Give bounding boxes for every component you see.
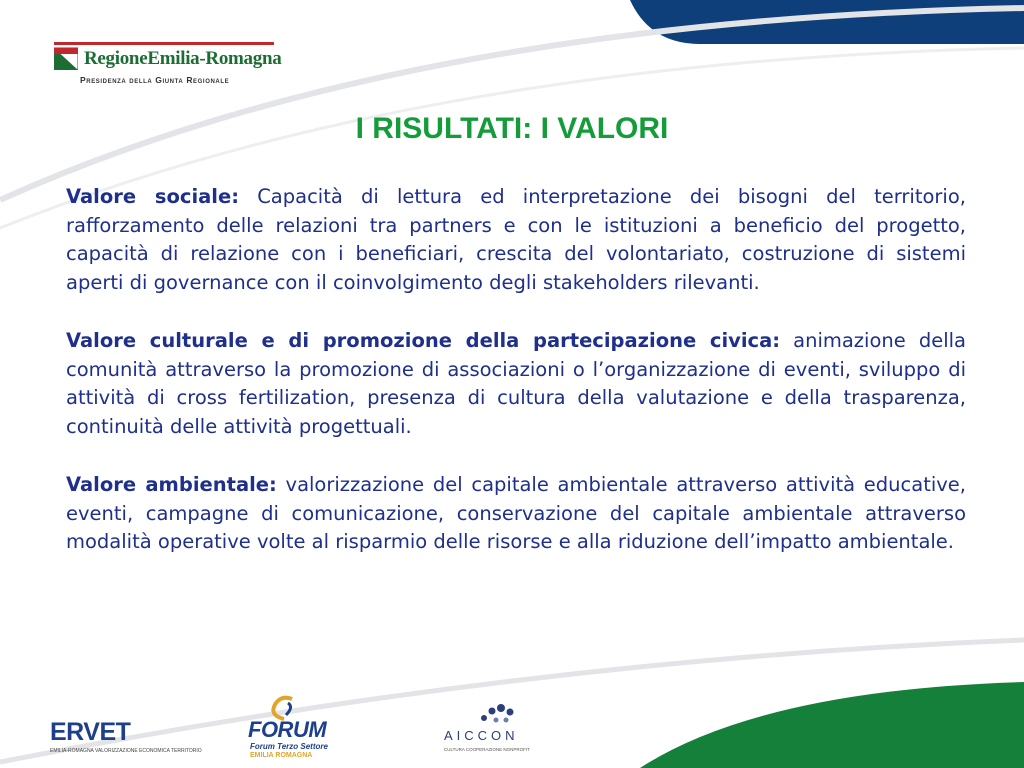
paragraph-text: Capacità di lettura ed interpretazione dei bisogni del territorio, rafforzamento delle relazioni tra partners e con le istituzioni a beneficio del progetto, capacità di relazione con i beneficiari, crescita del volontariato, costruzione di sistemi aperti di governance con il coinvolgimento degli stakeholders rilevanti. xyxy=(66,185,966,294)
regional-flag-icon xyxy=(54,44,78,70)
bottom-right-green-shape xyxy=(640,682,1024,768)
paragraph-lead: Valore ambientale: xyxy=(66,473,277,496)
slide-title: I RISULTATI: I VALORI xyxy=(355,112,669,145)
logo-subtitle: Presidenza della Giunta Regionale xyxy=(80,75,230,85)
slide-body xyxy=(66,183,966,587)
forum-region-caption: EMILIA ROMAGNA xyxy=(250,752,313,759)
forum-wordmark: FORUM xyxy=(248,717,327,742)
paragraph-cultural-value xyxy=(66,327,966,441)
aiccon-caption: CULTURA COOPERAZIONE NONPROFIT xyxy=(444,747,530,752)
logo-name: RegioneEmilia-Romagna xyxy=(84,48,282,69)
paragraph-environmental-value xyxy=(66,471,966,557)
paragraph-lead: Valore sociale: xyxy=(66,185,239,208)
forum-terzo-settore-logo xyxy=(242,695,332,761)
paragraph-social-value xyxy=(66,183,966,297)
aiccon-wordmark: AICCON xyxy=(444,728,519,743)
paragraph-text: valorizzazione del capitale ambientale attraverso attività educative, eventi, campagne di comunicazione, conservazione del capitale ambientale attraverso modalità operative volte al risparmio delle risorse e alla riduzione dell’impatto ambientale. xyxy=(66,473,967,553)
ervet-caption: EMILIA-ROMAGNA VALORIZZAZIONE ECONOMICA TERRITORIO xyxy=(50,748,202,754)
forum-caption: Forum Terzo Settore xyxy=(250,742,328,751)
regione-emilia-romagna-logo xyxy=(54,42,284,92)
aiccon-dots-icon xyxy=(476,702,520,726)
paragraph-text: animazione della comunità attraverso la promozione di associazioni o l’organizzazione di eventi, sviluppo di attività di cross fertilization, presenza di cultura della valutazione e della trasparenza, continuità delle attività progettuali. xyxy=(66,329,967,438)
ervet-wordmark: ERVET xyxy=(50,718,131,746)
ervet-logo xyxy=(50,718,202,754)
paragraph-lead: Valore culturale e di promozione della partecipazione civica: xyxy=(66,329,781,352)
aiccon-logo xyxy=(440,700,540,755)
logo-red-rule xyxy=(54,42,274,45)
